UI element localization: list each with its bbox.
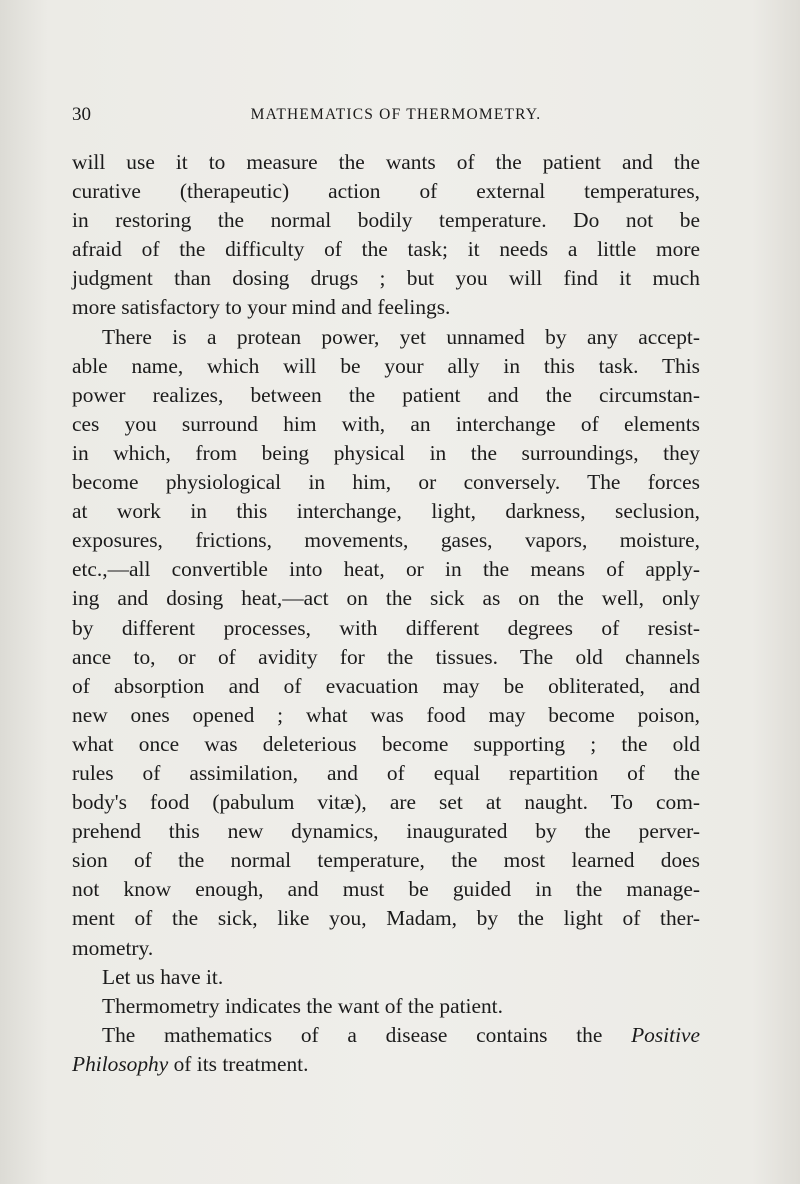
text-line: body's food (pabulum vitæ), are set at naught. To com- <box>72 790 700 815</box>
text-line: Let us have it. <box>102 964 224 989</box>
text-line: afraid of the difficulty of the task; it needs a little more <box>72 237 700 262</box>
italic-term: Philosophy <box>72 1051 169 1076</box>
text-line: etc.,—all convertible into heat, or in the means of apply- <box>72 557 700 582</box>
text-line: There is a protean power, yet unnamed by any accept- <box>102 324 700 349</box>
text-line: new ones opened ; what was food may become poison, <box>72 702 700 727</box>
text-line: become physiological in him, or conversely. The forces <box>72 470 700 495</box>
text-line: more satisfactory to your mind and feelings. <box>72 295 451 320</box>
text-line: will use it to measure the wants of the patient and the <box>72 150 700 174</box>
text-line: of absorption and of evacuation may be obliterated, and <box>72 673 700 698</box>
text-line: mometry. <box>72 935 154 960</box>
page-header <box>72 104 700 130</box>
text-fragment: The mathematics of a disease contains the <box>102 1022 632 1047</box>
running-title: MATHEMATICS OF THERMOMETRY. <box>250 106 542 123</box>
text-line: ance to, or of avidity for the tissues. The old channels <box>72 644 700 669</box>
text-line: Thermometry indicates the want of the patient. <box>102 993 503 1018</box>
text-line: ment of the sick, like you, Madam, by the light of ther- <box>72 906 700 931</box>
text-line: in restoring the normal bodily temperature. Do not be <box>72 208 700 233</box>
text-line <box>72 1021 700 1050</box>
text-line: ces you surround him with, an interchange of elements <box>72 411 700 436</box>
text-line: power realizes, between the patient and the circumstan- <box>72 382 700 407</box>
text-line: able name, which will be your ally in this task. This <box>72 353 700 378</box>
text-line: prehend this new dynamics, inaugurated by the perver- <box>72 819 700 844</box>
italic-term: Positive <box>631 1022 700 1047</box>
text-fragment: of its treatment. <box>168 1051 309 1076</box>
text-line: exposures, frictions, movements, gases, vapors, moisture, <box>72 528 700 553</box>
text-line: what once was deleterious become supporting ; the old <box>72 731 700 756</box>
text-line: at work in this interchange, light, darkness, seclusion, <box>72 499 700 524</box>
body-text <box>72 148 700 1079</box>
text-line: curative (therapeutic) action of external temperatures, <box>72 179 700 204</box>
text-line: in which, from being physical in the surroundings, they <box>72 440 700 465</box>
text-line: sion of the normal temperature, the most learned does <box>72 848 700 873</box>
text-line: by different processes, with different degrees of resist- <box>72 615 700 640</box>
text-line: ing and dosing heat,—act on the sick as on the well, only <box>72 586 700 611</box>
page-number: 30 <box>72 104 91 125</box>
text-line: not know enough, and must be guided in the manage- <box>72 877 700 902</box>
text-line: judgment than dosing drugs ; but you will find it much <box>72 266 700 291</box>
text-line <box>72 1050 700 1079</box>
text-line: rules of assimilation, and of equal repartition of the <box>72 760 700 785</box>
